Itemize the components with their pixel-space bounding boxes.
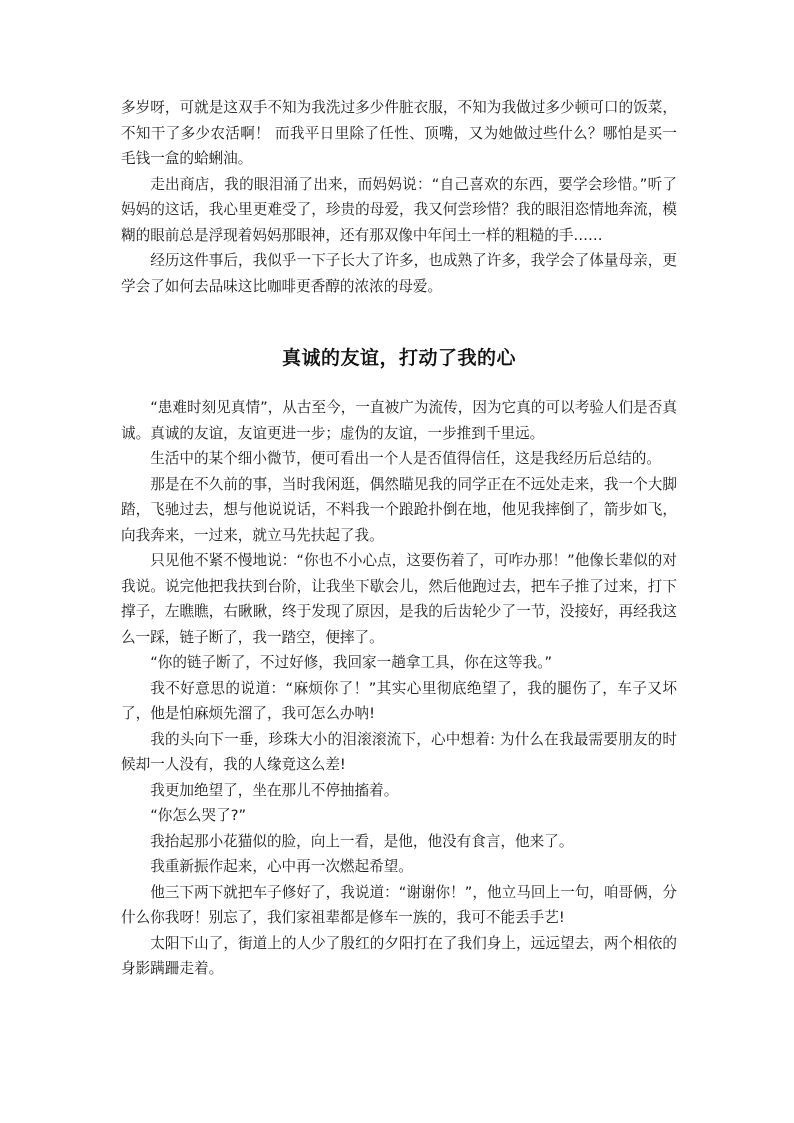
paragraph: 那是在不久前的事，当时我闲逛，偶然瞄见我的同学正在不远处走来，我一个大脚踏，飞驰过去，想与他说说话，不料我一个踉跄扑倒在地，他见我摔倒了，箭步如飞，向我奔来，一过来，就立马先扶起了我。 [121,475,677,544]
paragraph: 经历这件事后，我似乎一下子长大了许多，也成熟了许多，我学会了体量母亲，更学会了如何去品味这比咖啡更香醇的浓浓的母爱。 [121,252,677,295]
paragraph: 走出商店，我的眼泪涌了出来，而妈妈说：“自己喜欢的东西，要学会珍惜。”听了妈妈的这话，我心里更难受了，珍贵的母爱，我又何尝珍惜？我的眼泪恣情地奔流，模糊的眼前总是浮现着妈妈那眼神，还有那双像中年闰土一样的粗糙的手…… [121,175,677,244]
paragraph: 多岁呀，可就是这双手不知为我洗过多少件脏衣服，不知为我做过多少顿可口的饭菜，不知干了多少农活啊！ 而我平日里除了任性、顶嘴，又为她做过些什么？哪怕是买一毛钱一盒的蛤蜊油。 [121,99,677,167]
paragraph: “你怎么哭了?” [150,807,247,824]
essay-title: 真诚的友谊，打动了我的心 [281,347,516,369]
document-page [121,95,677,982]
paragraph: 我更加绝望了，坐在那儿不停抽搐着。 [150,781,399,799]
paragraph: 我不好意思的说道：“麻烦你了！”其实心里彻底绝望了，我的腿伤了，车子又坏了，他是怕麻烦先溜了，我可怎么办呐! [121,679,677,722]
paragraph: “你的链子断了，不过好修，我回家一趟拿工具，你在这等我。” [150,654,553,671]
paragraph: 太阳下山了，街道上的人少了殷红的夕阳打在了我们身上，远远望去，两个相依的身影蹒跚走着。 [121,934,677,977]
paragraph: 只见他不紧不慢地说：“你也不小心点，这要伤着了，可咋办那！”他像长辈似的对我说。说完他把我扶到台阶，让我坐下歇会儿，然后他跑过去，把车子推了过来，打下撑子，左瞧瞧，右瞅瞅，终于发现了原因，是我的后齿轮少了一节，没接好，再经我这么一踩，链子断了，我一踏空，便摔了。 [121,552,677,646]
paragraph: 生活中的某个细小微节，便可看出一个人是否值得信任，这是我经历后总结的。 [150,450,661,467]
section-mothers-love [121,95,677,299]
section-friendship [121,395,677,982]
paragraph: 他三下两下就把车子修好了，我说道：“谢谢你！”，他立马回上一句，咱哥俩，分什么你我呀！别忘了，我们家祖辈都是修车一族的，我可不能丢手艺! [121,883,677,926]
paragraph: 我重新振作起来，心中再一次燃起希望。 [150,858,413,875]
paragraph: 我的头向下一垂，珍珠大小的泪滚滚流下，心中想着: 为什么在我最需要朋友的时候却一人没有，我的人缘竟这么差! [121,730,677,773]
paragraph: 我抬起那小花猫似的脸，向上一看，是他，他没有食言，他来了。 [150,832,574,850]
paragraph: “患难时刻见真情”，从古至今，一直被广为流传，因为它真的可以考验人们是否真诚。真诚的友谊，友谊更进一步；虚伪的友谊，一步推到千里远。 [121,399,677,442]
